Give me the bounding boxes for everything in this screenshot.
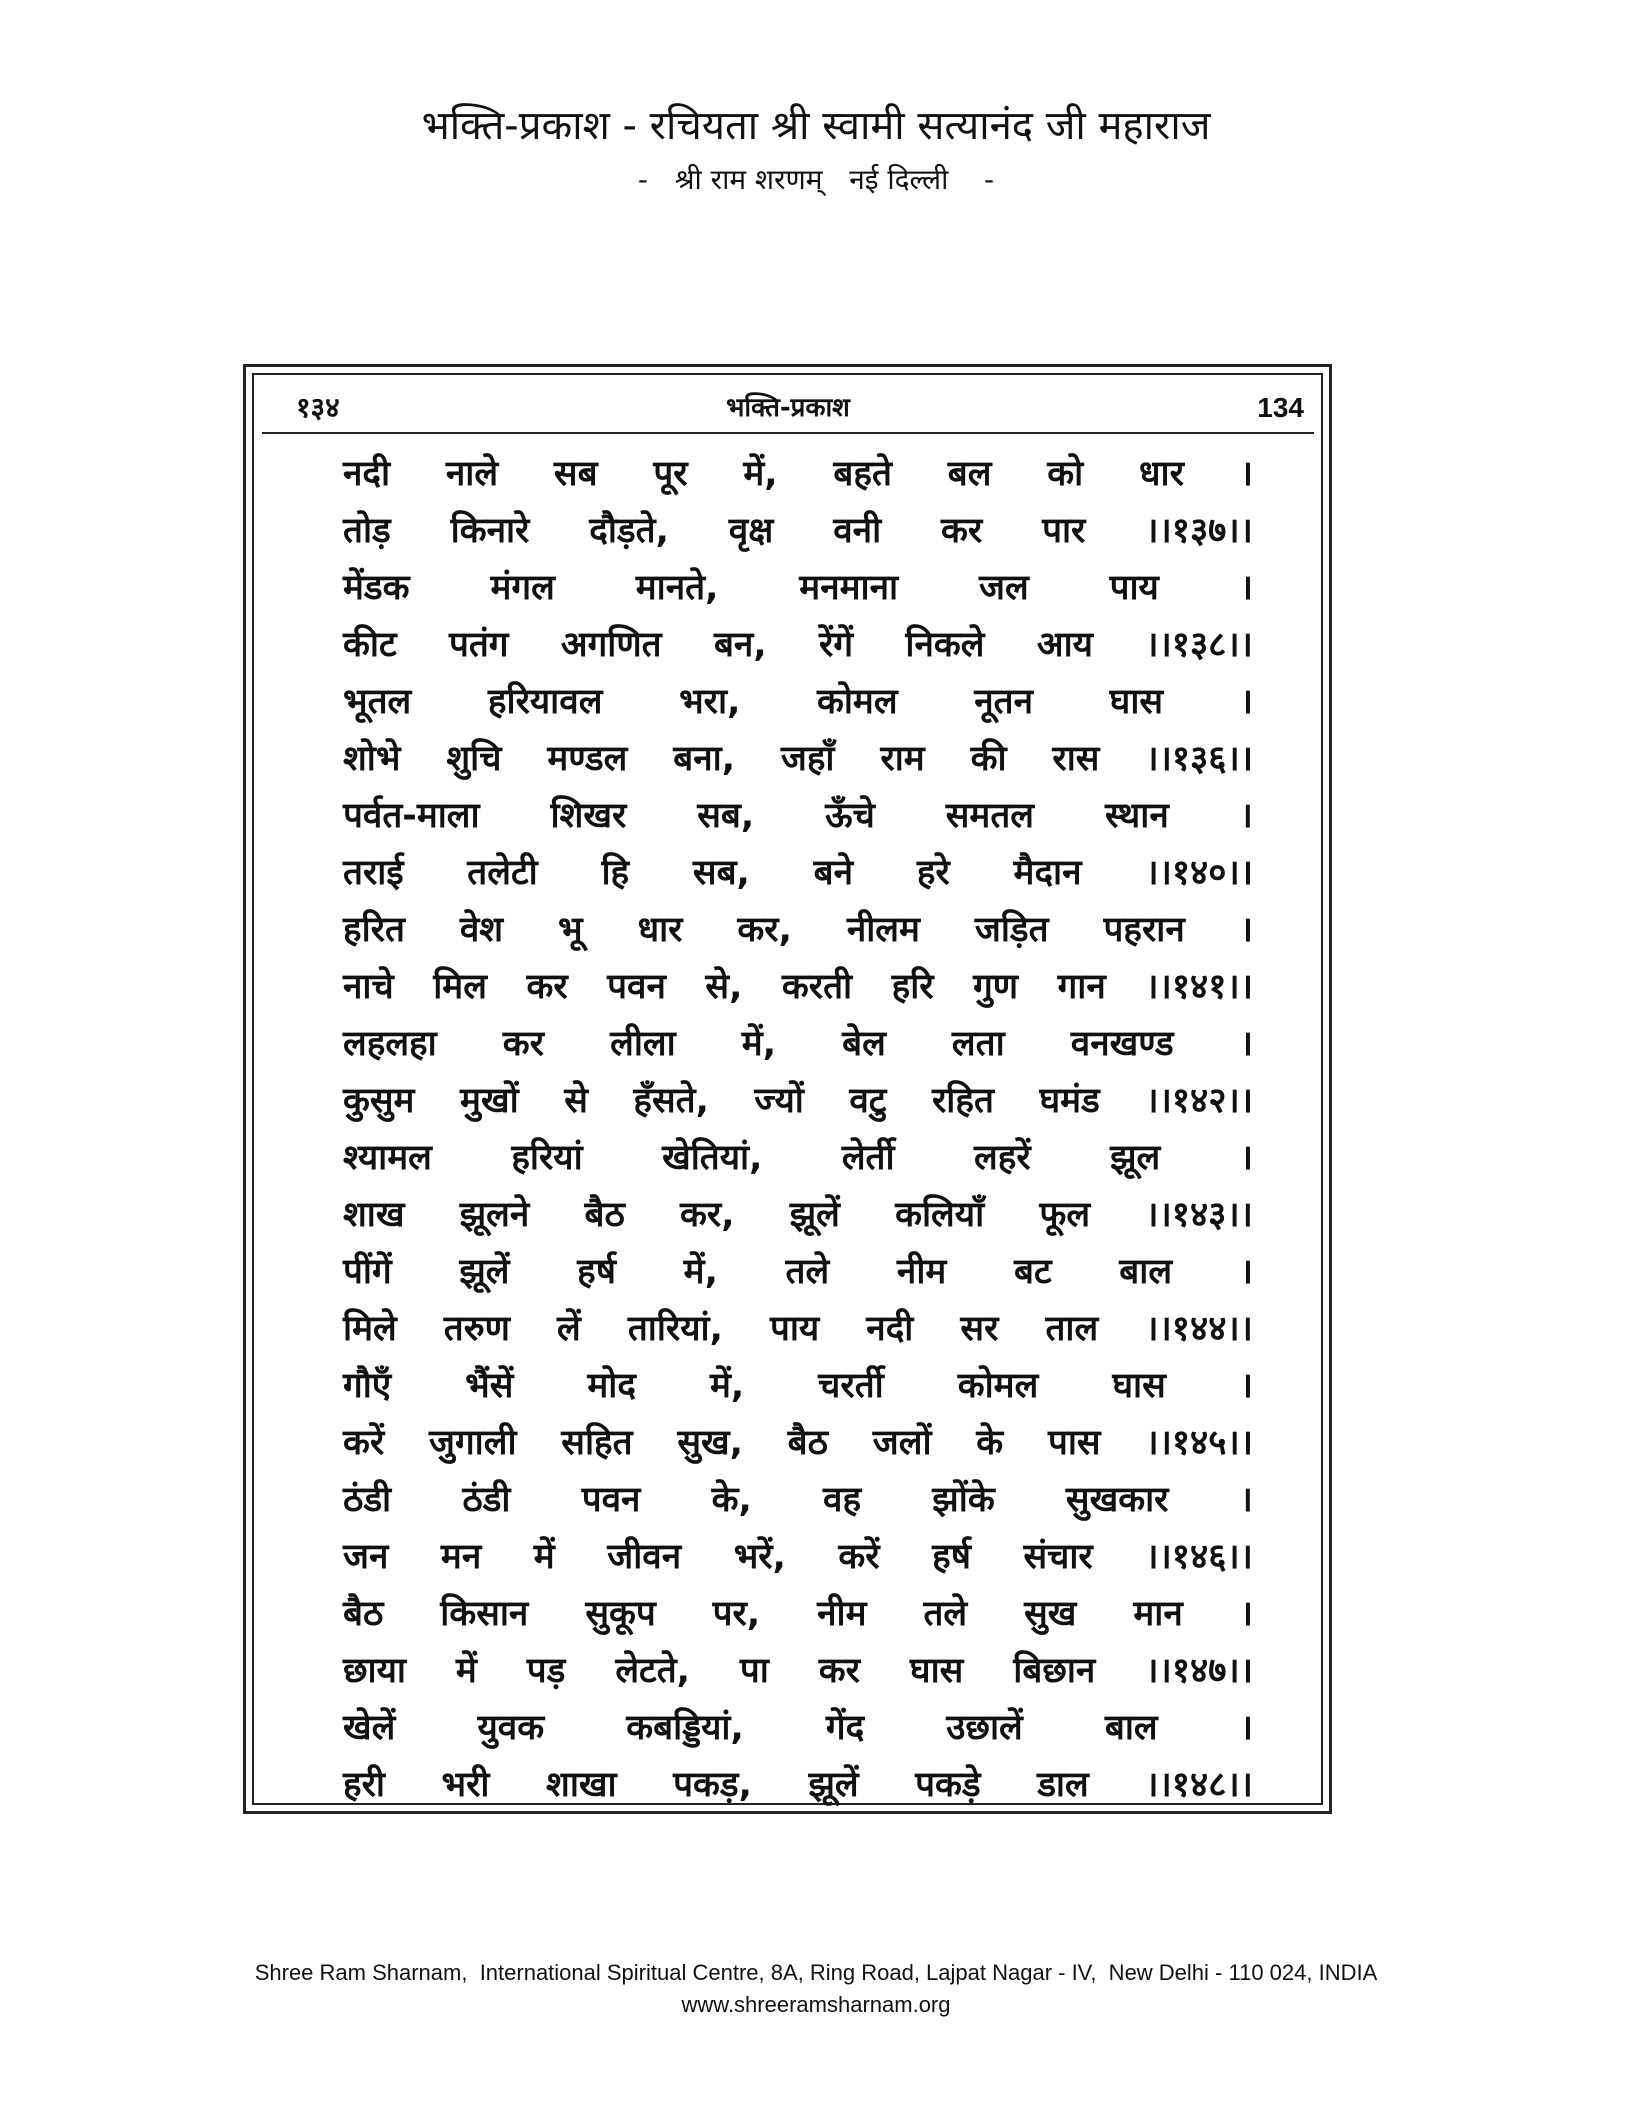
- verse-line: [343, 560, 1253, 617]
- verse-line: [343, 1472, 1253, 1529]
- verse-word: में,: [743, 454, 778, 494]
- verse-word: रेंगें: [819, 625, 854, 665]
- verse-word: नीलम: [846, 910, 920, 950]
- verse-word: भरी: [441, 1765, 490, 1805]
- verse-word: डाल: [1037, 1765, 1089, 1805]
- verse-word: नीम: [817, 1594, 867, 1634]
- verse-word: जुगाली: [428, 1423, 517, 1463]
- verse-word: करें: [343, 1423, 385, 1463]
- verse-word: नाले: [445, 454, 499, 494]
- verse-word: पर,: [712, 1594, 761, 1634]
- verse-word: झूलने: [459, 1195, 530, 1235]
- verse-word: में: [455, 1651, 477, 1691]
- verse-word: ।।१४१।।: [1145, 967, 1253, 1007]
- verse-word: वनखण्ड: [1070, 1024, 1174, 1064]
- verse-word: ।: [1239, 1708, 1253, 1748]
- verse-word: बेल: [842, 1024, 886, 1064]
- verse-word: से,: [705, 967, 743, 1007]
- verse-word: युवक: [477, 1708, 545, 1748]
- verse-word: गान: [1057, 967, 1106, 1007]
- verse-word: रास: [1052, 739, 1100, 779]
- verse-word: सुकूप: [585, 1594, 656, 1634]
- verse-word: नीम: [896, 1252, 947, 1292]
- verse-word: ।: [1239, 1480, 1253, 1520]
- verse-line: [343, 845, 1253, 902]
- verse-line: [343, 1130, 1253, 1187]
- verse-word: के: [976, 1423, 1004, 1463]
- verse-word: ।।१३८।।: [1145, 625, 1253, 665]
- verse-word: लें: [557, 1309, 581, 1349]
- verse-word: ।: [1239, 910, 1253, 950]
- verse-line: [343, 731, 1253, 788]
- verse-word: बैठ: [584, 1195, 625, 1235]
- verse-word: कीट: [343, 625, 397, 665]
- verse-word: चरर्ती: [818, 1366, 884, 1406]
- verse-word: खेतियां,: [662, 1138, 763, 1178]
- verse-word: तरुण: [443, 1309, 510, 1349]
- verse-word: समतल: [945, 796, 1035, 836]
- verse-line: [343, 1016, 1253, 1073]
- verse-word: ।।१३७।।: [1145, 511, 1253, 551]
- verse-word: पकड़,: [673, 1765, 752, 1805]
- verse-word: वृक्ष: [728, 511, 774, 551]
- verse-line: [343, 1187, 1253, 1244]
- verse-word: किसान: [440, 1594, 529, 1634]
- verse-word: ।: [1239, 1252, 1253, 1292]
- verse-word: ।।१४७।।: [1145, 1651, 1253, 1691]
- verse-word: कर: [941, 511, 983, 551]
- verse-word: मन: [440, 1537, 482, 1577]
- verse-word: सब,: [697, 796, 755, 836]
- verse-word: हरित: [343, 910, 405, 950]
- verse-word: नूतन: [974, 682, 1034, 722]
- verse-word: घास: [909, 1651, 964, 1691]
- verse-word: नाचे: [343, 967, 394, 1007]
- verse-word: पास: [1047, 1423, 1101, 1463]
- verse-word: बाल: [1119, 1252, 1173, 1292]
- verse-word: बल: [947, 454, 992, 494]
- verse-word: बट: [1013, 1252, 1052, 1292]
- verse-word: पूर: [653, 454, 688, 494]
- verse-word: संचार: [1023, 1537, 1093, 1577]
- verse-word: शोभे: [343, 739, 401, 779]
- verse-word: रहित: [931, 1081, 994, 1121]
- verse-word: को: [1047, 454, 1084, 494]
- page-number-devanagari: १३४: [296, 391, 340, 424]
- verse-word: लहलहा: [343, 1024, 437, 1064]
- verse-line: [343, 1415, 1253, 1472]
- verse-line: [343, 503, 1253, 560]
- verse-word: तारियां,: [627, 1309, 723, 1349]
- verse-word: बिछान: [1013, 1651, 1096, 1691]
- document-title: भक्ति-प्रकाश - रचियता श्री स्वामी सत्यानंद जी महाराज: [421, 103, 1211, 149]
- verse-word: करती: [781, 967, 853, 1007]
- verse-word: जड़ित: [974, 910, 1049, 950]
- verse-word: हर्ष: [577, 1252, 616, 1292]
- verse-word: वह: [823, 1480, 862, 1520]
- verse-word: कर: [526, 967, 568, 1007]
- verse-word: ।।१४४।।: [1145, 1309, 1253, 1349]
- verse-line: [343, 1301, 1253, 1358]
- verse-line: [343, 446, 1253, 503]
- verse-word: ।: [1239, 1366, 1253, 1406]
- verse-word: घास: [1112, 1366, 1166, 1406]
- verse-word: सब: [553, 454, 598, 494]
- verse-word: ।।१४६।।: [1145, 1537, 1253, 1577]
- verse-word: करें: [838, 1537, 880, 1577]
- verse-line: [343, 1700, 1253, 1757]
- verse-word: बना,: [673, 739, 735, 779]
- verse-word: पर्वत-माला: [343, 796, 480, 836]
- verse-word: ताल: [1045, 1309, 1099, 1349]
- verse-word: ।: [1239, 1138, 1253, 1178]
- verse-word: पवन: [581, 1480, 641, 1520]
- verse-word: वेश: [459, 910, 504, 950]
- verse-word: भूतल: [343, 682, 412, 722]
- verse-word: जीवन: [607, 1537, 682, 1577]
- verse-word: ।।१४२।।: [1145, 1081, 1253, 1121]
- verse-word: गेंद: [825, 1708, 865, 1748]
- verse-word: लीला: [610, 1024, 676, 1064]
- verse-line: [343, 959, 1253, 1016]
- verse-line: [343, 1358, 1253, 1415]
- verse-line: [343, 1073, 1253, 1130]
- verse-word: ।: [1239, 568, 1253, 608]
- verse-word: भरा,: [679, 682, 741, 722]
- verse-word: किनारे: [450, 511, 530, 551]
- verse-word: छाया: [343, 1651, 406, 1691]
- verse-line: [343, 1586, 1253, 1643]
- verse-word: तराई: [343, 853, 404, 893]
- verse-word: झूल: [1110, 1138, 1161, 1178]
- verse-word: में,: [709, 1366, 745, 1406]
- verse-line: [343, 1643, 1253, 1700]
- verse-word: अगणित: [560, 625, 662, 665]
- verse-word: हर्ष: [932, 1537, 971, 1577]
- verse-word: पवन: [607, 967, 666, 1007]
- verse-word: आय: [1036, 625, 1093, 665]
- verse-word: शाख: [343, 1195, 405, 1235]
- verse-word: सुख: [1024, 1594, 1077, 1634]
- verse-word: पकड़े: [915, 1765, 981, 1805]
- verse-word: लता: [951, 1024, 1005, 1064]
- verse-word: खेलें: [343, 1708, 396, 1748]
- verse-word: नदी: [343, 454, 391, 494]
- verse-word: सुखकार: [1065, 1480, 1169, 1520]
- verse-word: भैंसें: [465, 1366, 514, 1406]
- verse-word: ।: [1239, 796, 1253, 836]
- verse-word: बैठ: [787, 1423, 828, 1463]
- verse-word: बहते: [833, 454, 892, 494]
- verse-word: में: [533, 1537, 555, 1577]
- verse-word: मानते,: [635, 568, 719, 608]
- page-header-bar: [262, 384, 1314, 434]
- verse-word: सहित: [561, 1423, 633, 1463]
- verse-word: जल: [979, 568, 1029, 608]
- verse-word: ।।१४५।।: [1145, 1423, 1253, 1463]
- verse-word: बैठ: [343, 1594, 384, 1634]
- verse-line: [343, 617, 1253, 674]
- verse-word: तले: [923, 1594, 968, 1634]
- page-number-latin: 134: [1257, 392, 1304, 423]
- verse-word: मेंडक: [343, 568, 410, 608]
- verse-word: ज्यों: [754, 1081, 804, 1121]
- verse-word: ।: [1239, 682, 1253, 722]
- verse-word: फूल: [1039, 1195, 1091, 1235]
- verse-line: [343, 788, 1253, 845]
- verse-word: तलेटी: [467, 853, 538, 893]
- verse-word: लेर्ती: [841, 1138, 895, 1178]
- verse-word: हरियावल: [487, 682, 603, 722]
- verse-word: बाल: [1104, 1708, 1158, 1748]
- verse-word: भरें,: [733, 1537, 786, 1577]
- verse-word: वनी: [833, 511, 882, 551]
- verse-word: झोंके: [932, 1480, 995, 1520]
- verse-word: हँसते,: [633, 1081, 709, 1121]
- verse-block: [343, 446, 1253, 1814]
- verse-word: शाखा: [546, 1765, 617, 1805]
- verse-word: से: [564, 1081, 588, 1121]
- verse-word: पतंग: [448, 625, 509, 665]
- verse-word: श्यामल: [343, 1138, 432, 1178]
- verse-word: मैदान: [1013, 853, 1082, 893]
- verse-word: झूलें: [808, 1765, 859, 1805]
- verse-word: कोमल: [957, 1366, 1039, 1406]
- verse-word: गुण: [973, 967, 1019, 1007]
- verse-word: शिखर: [550, 796, 627, 836]
- verse-word: गौएँ: [343, 1366, 392, 1406]
- verse-word: हरे: [916, 853, 950, 893]
- verse-word: ।: [1239, 454, 1253, 494]
- verse-word: लेटते,: [615, 1651, 690, 1691]
- verse-word: कबड्डियां,: [626, 1708, 744, 1748]
- verse-word: सुख,: [677, 1423, 743, 1463]
- verse-word: भू: [558, 910, 583, 950]
- verse-word: दौड़ते,: [589, 511, 669, 551]
- document-subtitle: - श्री राम शरणम् नई दिल्ली -: [637, 163, 995, 196]
- verse-word: ।।१३६।।: [1145, 739, 1253, 779]
- verse-word: लहरें: [974, 1138, 1031, 1178]
- footer-address: Shree Ram Sharnam, International Spiritual Centre, 8A, Ring Road, Lajpat Nagar - IV, New Delhi - 110 024, INDIA: [254, 1960, 1378, 1985]
- verse-word: में,: [741, 1024, 777, 1064]
- verse-word: तोड़: [343, 511, 391, 551]
- verse-word: ।: [1239, 1594, 1253, 1634]
- running-title: भक्ति-प्रकाश: [726, 393, 850, 423]
- verse-word: धार: [637, 910, 683, 950]
- verse-word: धार: [1138, 454, 1184, 494]
- verse-word: झूलें: [789, 1195, 840, 1235]
- verse-word: कर,: [737, 910, 792, 950]
- verse-word: मनमाना: [799, 568, 899, 608]
- verse-word: मण्डल: [547, 739, 628, 779]
- verse-word: पार: [1042, 511, 1086, 551]
- verse-line: [343, 1757, 1253, 1814]
- verse-word: ।।१४८।।: [1145, 1765, 1253, 1805]
- verse-word: बन,: [713, 625, 767, 665]
- verse-word: के,: [711, 1480, 752, 1520]
- verse-word: हि: [601, 853, 630, 893]
- verse-word: पींगें: [343, 1252, 392, 1292]
- verse-line: [343, 674, 1253, 731]
- verse-line: [343, 1529, 1253, 1586]
- verse-word: झूलें: [459, 1252, 510, 1292]
- verse-word: जलों: [872, 1423, 932, 1463]
- verse-word: स्थान: [1104, 796, 1169, 836]
- verse-word: जहाँ: [780, 739, 835, 779]
- verse-word: मंगल: [490, 568, 555, 608]
- verse-word: की: [970, 739, 1007, 779]
- verse-word: कलियाँ: [895, 1195, 985, 1235]
- verse-word: पड़: [526, 1651, 566, 1691]
- verse-word: कोमल: [816, 682, 898, 722]
- verse-word: ऊँचे: [825, 796, 875, 836]
- verse-word: तले: [785, 1252, 830, 1292]
- verse-word: ।।१४०।।: [1145, 853, 1253, 893]
- verse-word: मिले: [343, 1309, 397, 1349]
- footer-website[interactable]: www.shreeramsharnam.org: [681, 1992, 951, 2017]
- verse-word: पहरान: [1103, 910, 1185, 950]
- verse-word: हरी: [343, 1765, 385, 1805]
- verse-word: में,: [683, 1252, 718, 1292]
- verse-line: [343, 902, 1253, 959]
- verse-word: मान: [1133, 1594, 1183, 1634]
- verse-word: कर: [818, 1651, 860, 1691]
- verse-word: कर: [502, 1024, 544, 1064]
- verse-word: नदी: [866, 1309, 914, 1349]
- verse-word: राम: [880, 739, 925, 779]
- verse-word: पा: [739, 1651, 769, 1691]
- verse-word: घमंड: [1039, 1081, 1100, 1121]
- verse-line: [343, 1244, 1253, 1301]
- verse-word: मुखों: [460, 1081, 519, 1121]
- verse-word: हरियां: [511, 1138, 583, 1178]
- verse-word: निकले: [905, 625, 985, 665]
- verse-word: मोद: [587, 1366, 636, 1406]
- verse-word: कर,: [680, 1195, 735, 1235]
- verse-word: उछालें: [946, 1708, 1023, 1748]
- verse-word: घास: [1109, 682, 1164, 722]
- verse-word: पाय: [769, 1309, 820, 1349]
- verse-word: जन: [343, 1537, 389, 1577]
- verse-word: सर: [960, 1309, 999, 1349]
- verse-word: वटु: [849, 1081, 887, 1121]
- verse-word: शुचि: [446, 739, 502, 779]
- verse-word: ठंडी: [343, 1480, 392, 1520]
- verse-word: पाय: [1109, 568, 1159, 608]
- verse-word: ठंडी: [462, 1480, 511, 1520]
- verse-word: बने: [813, 853, 854, 893]
- verse-word: कुसुम: [343, 1081, 415, 1121]
- verse-word: सब,: [692, 853, 750, 893]
- verse-word: मिल: [433, 967, 487, 1007]
- verse-word: ।।१४३।।: [1145, 1195, 1253, 1235]
- verse-word: ।: [1239, 1024, 1253, 1064]
- verse-word: हरि: [891, 967, 934, 1007]
